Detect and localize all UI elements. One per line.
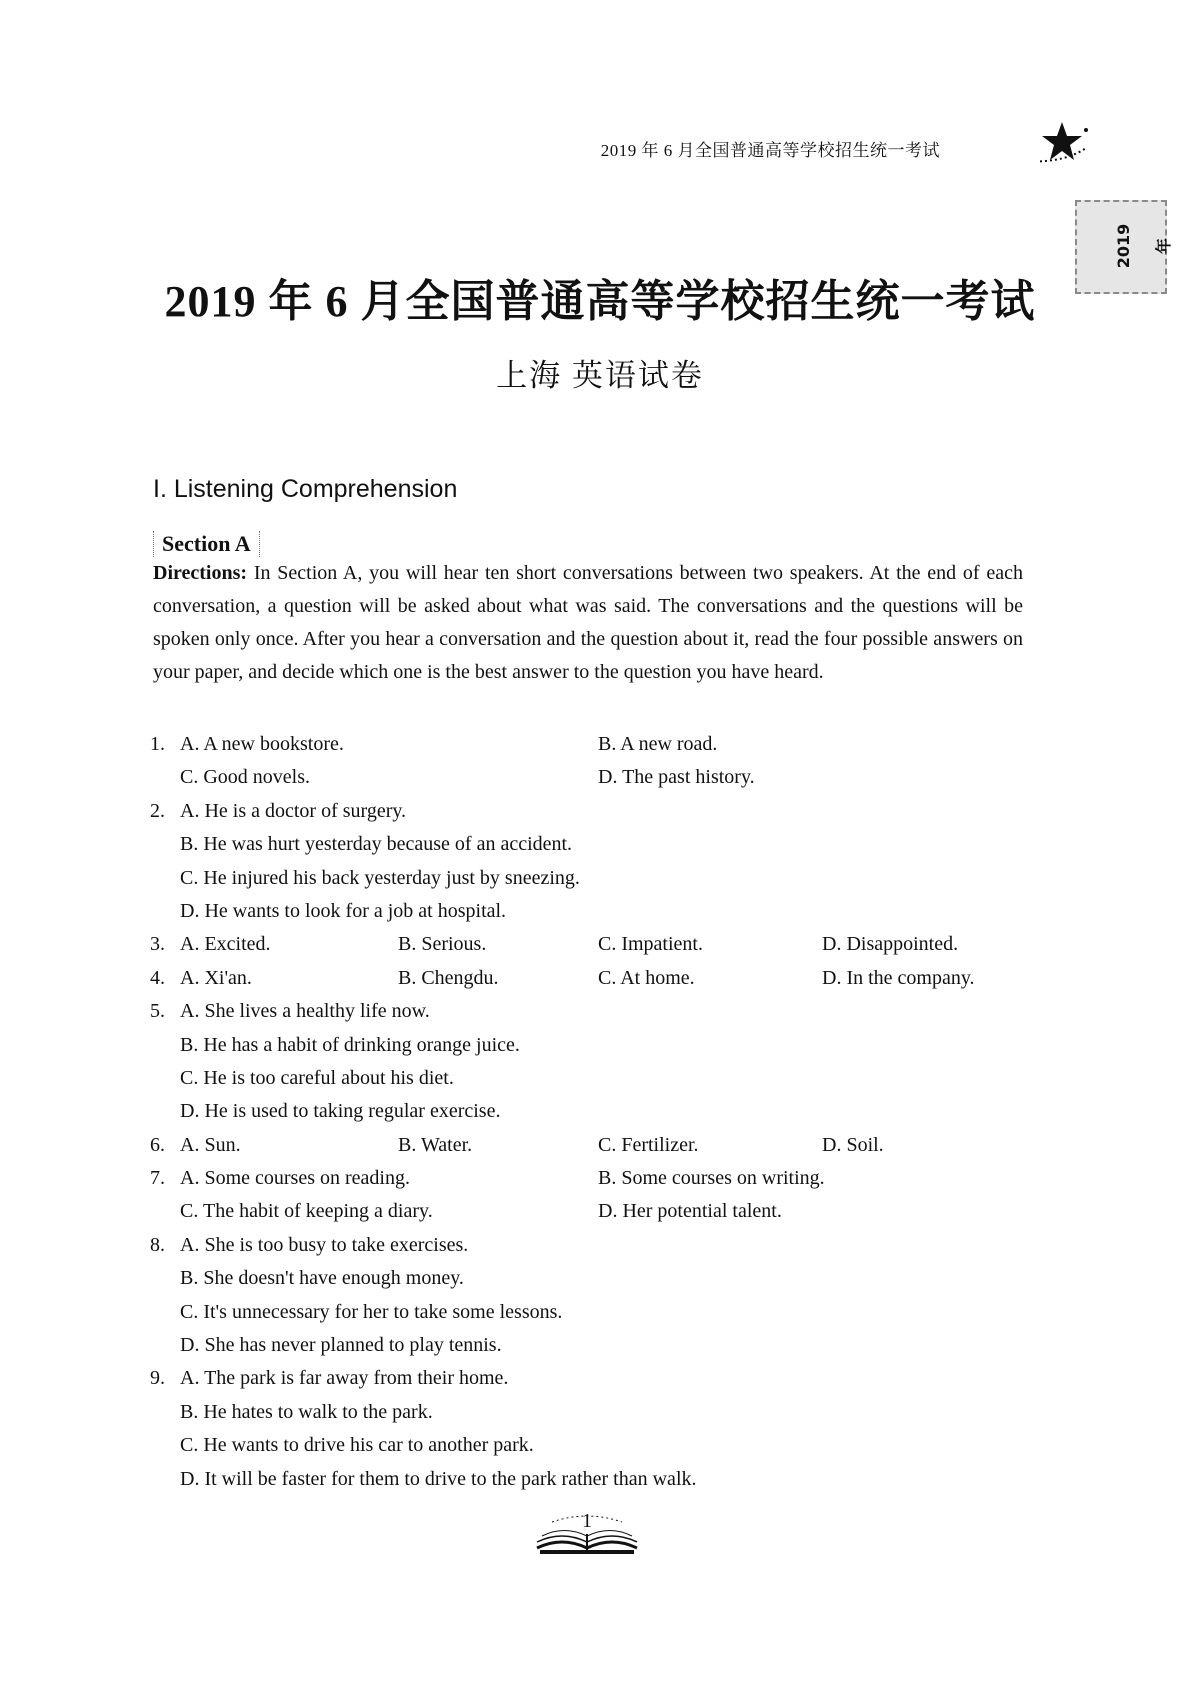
option-b: B. Serious.: [398, 933, 487, 956]
exam-subtitle: 上海 英语试卷: [496, 358, 704, 393]
option-a: A. She lives a healthy life now.: [180, 1000, 430, 1023]
part-title: I. Listening Comprehension: [153, 475, 458, 503]
question-row: [150, 761, 1050, 794]
option-b: B. Chengdu.: [398, 966, 499, 989]
directions-body: In Section A, you will hear ten short conversations between two speakers. At the end of each conversation, a question will be asked about what was said. The conversations and the questions will be spoken only once. After you hear a conversation and the question about it, read the four possible answers on your paper, and decide which one is the best answer to the question you have heard.: [153, 562, 1023, 683]
question-row: [150, 1129, 1050, 1162]
question-row: [150, 1195, 1050, 1228]
exam-title: 2019 年 6 月全国普通高等学校招生统一考试: [164, 277, 1036, 326]
question-row: [150, 828, 1050, 861]
option-c: C. Good novels.: [180, 766, 310, 789]
option-c: C. He is too careful about his diet.: [180, 1066, 454, 1089]
question-row: [150, 962, 1050, 995]
year-side-tab-label: 2019年: [1114, 223, 1173, 269]
option-b: B. A new road.: [598, 733, 718, 755]
question-row: [150, 1396, 1050, 1429]
option-d: D. He is used to taking regular exercise.: [180, 1100, 501, 1123]
question-number: 2.: [150, 799, 165, 822]
option-b: B. Some courses on writing.: [598, 1167, 825, 1190]
option-a: A. The park is far away from their home.: [180, 1367, 509, 1390]
option-b: B. He was hurt yesterday because of an accident.: [180, 833, 573, 856]
question-row: [150, 1429, 1050, 1462]
option-c: C. At home.: [598, 966, 695, 989]
option-c: C. The habit of keeping a diary.: [180, 1200, 433, 1223]
option-b: B. She doesn't have enough money.: [180, 1267, 464, 1290]
star-icon: [1040, 118, 1090, 168]
question-number: 8.: [150, 1233, 165, 1256]
question-row: [150, 895, 1050, 928]
section-label: Section A: [153, 531, 260, 557]
page-number: 1: [582, 1510, 592, 1532]
option-c: C. Fertilizer.: [598, 1133, 699, 1156]
question-row: [150, 1329, 1050, 1362]
option-d: D. Soil.: [822, 1133, 884, 1156]
option-c: C. He wants to drive his car to another park.: [180, 1434, 534, 1457]
question-row: [150, 1362, 1050, 1395]
option-d: D. He wants to look for a job at hospital.: [180, 899, 507, 922]
option-c: C. He injured his back yesterday just by sneezing.: [180, 866, 580, 889]
option-a: A. She is too busy to take exercises.: [180, 1233, 469, 1256]
option-a: A. Excited.: [180, 933, 271, 956]
directions-lead: Directions:: [153, 562, 248, 584]
question-row: [150, 1229, 1050, 1262]
option-a: A. He is a doctor of surgery.: [180, 799, 407, 822]
question-row: [150, 728, 1050, 761]
option-d: D. The past history.: [598, 766, 755, 789]
running-header-title: 2019 年 6 月全国普通高等学校招生统一考试: [600, 141, 940, 160]
question-row: [150, 1463, 1050, 1496]
directions-paragraph: [153, 557, 1023, 689]
option-c: C. It's unnecessary for her to take some lessons.: [180, 1300, 563, 1323]
question-row: [150, 1062, 1050, 1095]
option-d: D. Her potential talent.: [598, 1200, 782, 1223]
option-b: B. Water.: [398, 1133, 473, 1156]
question-list: [150, 728, 1050, 1496]
question-number: 5.: [150, 1000, 165, 1023]
question-row: [150, 1162, 1050, 1195]
option-c: C. Impatient.: [598, 933, 703, 956]
option-d: D. In the company.: [822, 966, 975, 989]
question-number: 7.: [150, 1167, 165, 1190]
question-number: 9.: [150, 1367, 165, 1390]
question-row: [150, 928, 1050, 961]
option-d: D. Disappointed.: [822, 933, 959, 956]
question-row: [150, 995, 1050, 1028]
question-number: 1.: [150, 733, 165, 755]
question-row: [150, 795, 1050, 828]
option-b: B. He hates to walk to the park.: [180, 1400, 433, 1423]
option-d: D. It will be faster for them to drive to the park rather than walk.: [180, 1467, 697, 1490]
question-number: 4.: [150, 966, 165, 989]
option-b: B. He has a habit of drinking orange juice.: [180, 1033, 520, 1056]
option-d: D. She has never planned to play tennis.: [180, 1334, 502, 1357]
option-a: A. A new bookstore.: [180, 733, 344, 755]
option-a: A. Sun.: [180, 1133, 241, 1156]
question-row: [150, 1296, 1050, 1329]
question-row: [150, 862, 1050, 895]
option-a: A. Xi'an.: [180, 966, 252, 989]
question-row: [150, 1262, 1050, 1295]
question-row: [150, 1095, 1050, 1128]
question-row: [150, 1029, 1050, 1062]
question-number: 6.: [150, 1133, 165, 1156]
option-a: A. Some courses on reading.: [180, 1167, 410, 1190]
question-number: 3.: [150, 933, 165, 956]
